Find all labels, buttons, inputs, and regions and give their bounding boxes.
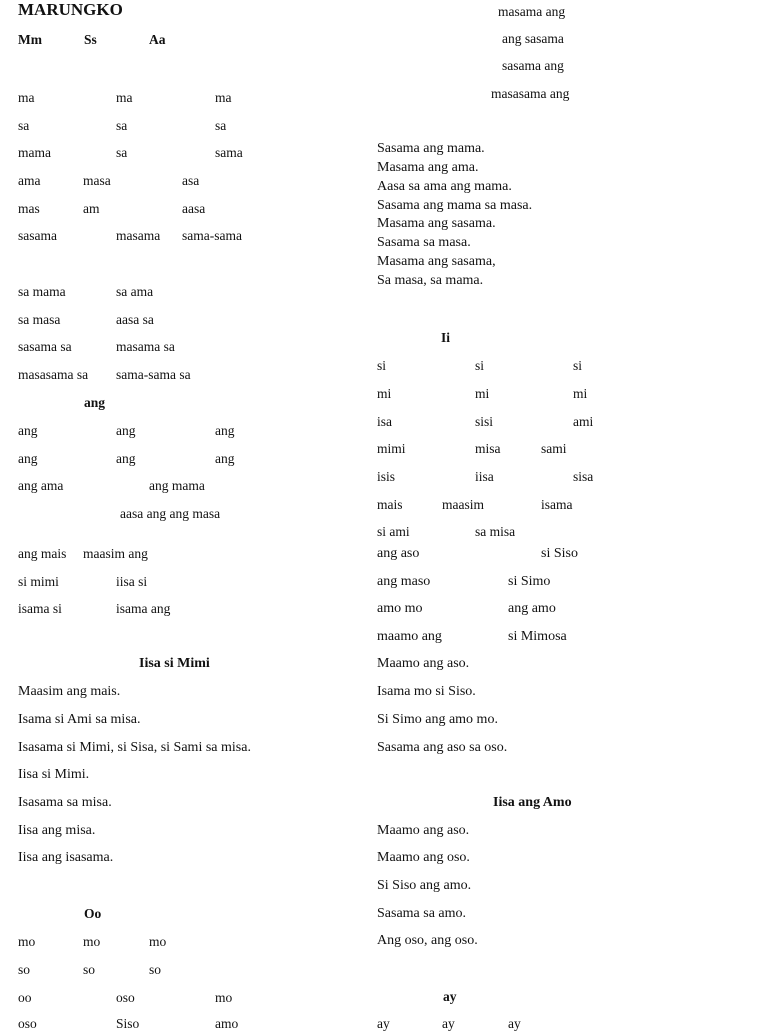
grid-word: isa: [377, 414, 392, 429]
phrase: amo mo: [377, 601, 423, 616]
sentence: Sasama ang aso sa oso.: [377, 740, 508, 755]
grid-word: oo: [18, 990, 32, 1005]
grid-word: ami: [573, 414, 594, 429]
phrase: ang sasama: [502, 31, 564, 46]
grid-word: ama: [18, 173, 41, 188]
story-line: Sasama sa amo.: [377, 906, 467, 921]
phrase: sasama sa: [18, 339, 72, 354]
story-line: Ang oso, ang oso.: [377, 933, 478, 948]
grid-word: mo: [215, 990, 233, 1005]
grid-word: mais: [377, 497, 403, 512]
grid-word: ma: [215, 90, 232, 105]
sentence: Maamo ang aso.: [377, 656, 470, 671]
phrase: sama-sama sa: [116, 367, 191, 382]
grid-word: mo: [149, 934, 167, 949]
sentence: Masama ang ama.: [377, 160, 479, 175]
grid-word: si: [475, 358, 485, 373]
grid-word: sa: [18, 118, 30, 133]
story-heading: Iisa si Mimi: [139, 656, 210, 671]
grid-word: sama: [215, 145, 243, 160]
grid-word: isis: [377, 469, 396, 484]
phrase: aasa sa: [116, 312, 154, 327]
grid-word: mo: [18, 934, 36, 949]
phrase: sa masa: [18, 312, 61, 327]
sentence: Si Simo ang amo mo.: [377, 712, 498, 727]
grid-word: amo: [215, 1016, 239, 1031]
page-title: MARUNGKO: [18, 0, 123, 19]
grid-word: ang: [18, 451, 38, 466]
sentence: Sasama ang mama sa masa.: [377, 198, 533, 213]
phrase: ang mama: [149, 478, 205, 493]
grid-word: so: [149, 962, 162, 977]
grid-word: asa: [182, 173, 200, 188]
phrase: maasim ang: [83, 546, 148, 561]
phrase: si ami: [377, 524, 410, 539]
letter-heading-aa: Aa: [149, 32, 166, 47]
section-heading-ay: ay: [443, 989, 457, 1004]
grid-word: mama: [18, 145, 51, 160]
grid-word: masa: [83, 173, 111, 188]
phrase: si Mimosa: [508, 629, 567, 644]
phrase: ang ama: [18, 478, 64, 493]
sentence: Masama ang sasama.: [377, 216, 496, 231]
grid-word: oso: [18, 1016, 37, 1031]
story-line: Iisa si Mimi.: [18, 767, 90, 782]
grid-word: ang: [215, 423, 235, 438]
story-line: Maamo ang aso.: [377, 823, 470, 838]
grid-word: si: [377, 358, 387, 373]
grid-word: am: [83, 201, 100, 216]
story-line: Maamo ang oso.: [377, 850, 470, 865]
phrase: iisa si: [116, 574, 148, 589]
phrase: ang amo: [508, 601, 556, 616]
grid-word: oso: [116, 990, 135, 1005]
section-heading-ii: Ii: [441, 330, 451, 345]
grid-word: mi: [377, 386, 392, 401]
grid-word: sasama: [18, 228, 57, 243]
grid-word: isama: [541, 497, 573, 512]
phrase: sa ama: [116, 284, 154, 299]
phrase: si Siso: [541, 546, 578, 561]
story-line: Isasama si Mimi, si Sisa, si Sami sa misa.: [18, 740, 251, 755]
grid-word: so: [18, 962, 31, 977]
grid-word: masama: [116, 228, 161, 243]
grid-word: ang: [116, 423, 136, 438]
grid-word: sami: [541, 441, 567, 456]
grid-word: aasa: [182, 201, 206, 216]
grid-word: ang: [18, 423, 38, 438]
grid-word: Siso: [116, 1016, 140, 1031]
story-line: Si Siso ang amo.: [377, 878, 472, 893]
grid-word: si: [573, 358, 583, 373]
phrase: isama si: [18, 601, 62, 616]
phrase: si mimi: [18, 574, 59, 589]
story-heading: Iisa ang Amo: [493, 795, 572, 810]
grid-word: sa: [116, 118, 128, 133]
section-heading-ang: ang: [84, 395, 106, 410]
grid-word: sama-sama: [182, 228, 242, 243]
phrase: masasama sa: [18, 367, 89, 382]
grid-word: maasim: [442, 497, 484, 512]
sentence: Sasama sa masa.: [377, 235, 471, 250]
sentence: Sa masa, sa mama.: [377, 273, 484, 288]
grid-word: ang: [116, 451, 136, 466]
sentence: Isama mo si Siso.: [377, 684, 476, 699]
grid-word: ay: [508, 1016, 521, 1031]
sentence: Masama ang sasama,: [377, 254, 496, 269]
phrase: masama sa: [116, 339, 175, 354]
phrase: aasa ang ang masa: [120, 506, 221, 521]
story-line: Isasama sa misa.: [18, 795, 112, 810]
phrase: sa misa: [475, 524, 516, 539]
letter-heading-mm: Mm: [18, 32, 42, 47]
grid-word: mi: [573, 386, 588, 401]
sentence: Aasa sa ama ang mama.: [377, 179, 512, 194]
grid-word: mimi: [377, 441, 406, 456]
story-line: Maasim ang mais.: [18, 684, 121, 699]
phrase: ang maso: [377, 574, 431, 589]
phrase: isama ang: [116, 601, 171, 616]
story-line: Isama si Ami sa misa.: [18, 712, 141, 727]
grid-word: mas: [18, 201, 40, 216]
phrase: si Simo: [508, 574, 551, 589]
grid-word: misa: [475, 441, 501, 456]
grid-word: so: [83, 962, 96, 977]
grid-word: ay: [442, 1016, 455, 1031]
grid-word: ang: [215, 451, 235, 466]
phrase: masama ang: [498, 4, 566, 19]
sentence: Sasama ang mama.: [377, 141, 485, 156]
grid-word: iisa: [475, 469, 494, 484]
story-line: Iisa ang isasama.: [18, 850, 114, 865]
grid-word: ma: [18, 90, 35, 105]
grid-word: sa: [116, 145, 128, 160]
grid-word: sisa: [573, 469, 594, 484]
grid-word: ay: [377, 1016, 390, 1031]
grid-word: ma: [116, 90, 133, 105]
grid-word: mo: [83, 934, 101, 949]
phrase: sa mama: [18, 284, 66, 299]
phrase: ang mais: [18, 546, 67, 561]
phrase: ang aso: [377, 546, 420, 561]
grid-word: mi: [475, 386, 490, 401]
grid-word: sisi: [475, 414, 494, 429]
letter-heading-ss: Ss: [84, 32, 97, 47]
section-heading-oo: Oo: [84, 906, 102, 921]
story-line: Iisa ang misa.: [18, 823, 96, 838]
phrase: maamo ang: [377, 629, 442, 644]
grid-word: sa: [215, 118, 227, 133]
phrase: sasama ang: [502, 58, 564, 73]
phrase: masasama ang: [491, 86, 570, 101]
